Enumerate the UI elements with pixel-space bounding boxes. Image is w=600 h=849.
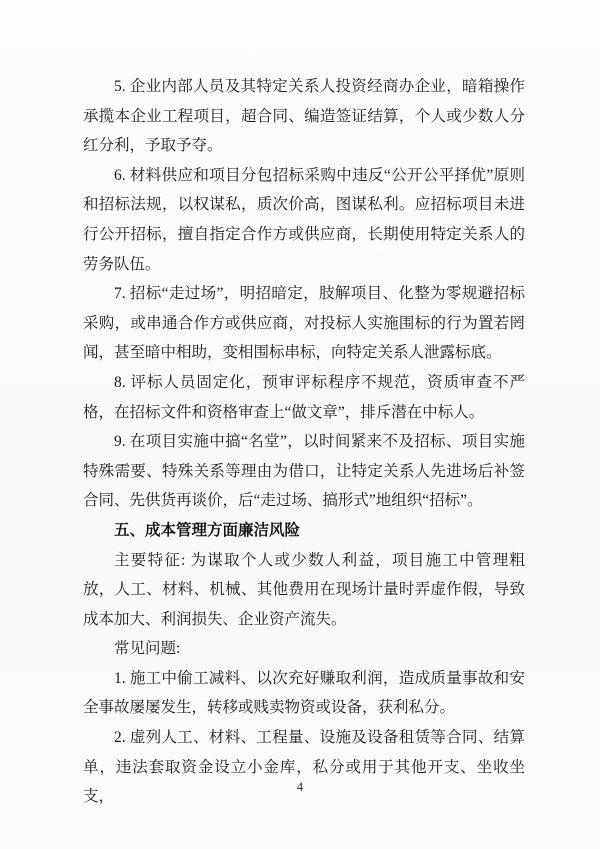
paragraph-item-9: 9. 在项目实施中搞“名堂”，以时间紧来不及招标、项目实施特殊需要、特殊关系等理由为借口，让特定关系人先进场后补签合同、先供货再谈价，后“走过场、搞形式”地组织“招标”。 (83, 433, 525, 510)
paragraph-item-5: 5. 企业内部人员及其特定关系人投资经商办企业，暗箱操作承揽本企业工程项目，超合同、编造签证结算，个人或少数人分红分利，予取予夺。 (83, 78, 525, 155)
paragraph-main-features: 主要特征: 为谋取个人或少数人利益，项目施工中管理粗放，人工、材料、机械、其他费用在现场计量时弄虚作假，导致成本加大、利润损失、企业资产流失。 (83, 551, 525, 628)
section-heading-cost-management: 五、成本管理方面廉洁风险 (114, 521, 301, 539)
paragraph-item-8: 8. 评标人员固定化，预审评标程序不规范，资质审查不严格，在招标文件和资格审查上“做文章”，排斥潜在中标人。 (83, 373, 525, 421)
paragraph-item-7: 7. 招标“走过场”，明招暗定，肢解项目、化整为零规避招标采购，或串通合作方或供应商，对投标人实施围标的行为置若罔闻，甚至暗中相助，变相围标串标，向特定关系人泄露标底。 (83, 285, 525, 362)
page-number: 4 (296, 780, 304, 794)
paragraph-common-problems-label: 常见问题: (114, 640, 181, 658)
paragraph-item-2: 2. 虚列人工、材料、工程量、设施及设备租赁等合同、结算单，违法套取资金设立小金库，私分或用于其他开支、坐收坐支， (83, 729, 525, 806)
paragraph-item-6: 6. 材料供应和项目分包招标采购中违反“公开公平择优”原则和招标法规，以权谋私，质次价高，图谋私利。应招标项目未进行公开招标，擅自指定合作方或供应商，长期使用特定关系人的劳务队伍。 (83, 166, 525, 273)
paragraph-item-1: 1. 施工中偷工减料、以次充好赚取利润，造成质量事故和安全事故屡屡发生，转移或贱卖物资或设备，获利私分。 (83, 669, 525, 717)
document-body (83, 72, 525, 812)
